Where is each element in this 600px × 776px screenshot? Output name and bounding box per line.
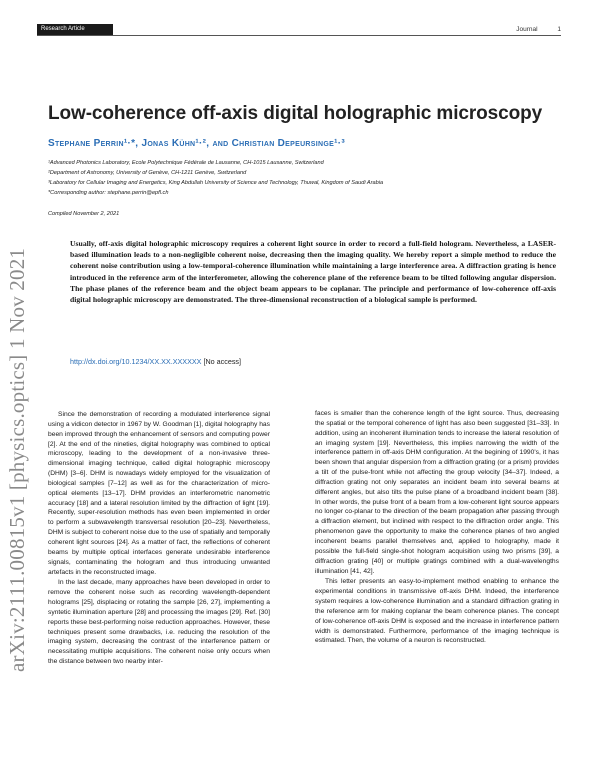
body-paragraph: In the last decade, many approaches have been developed in order to remove the coherent noise such as recording wavelength-dependent holograms [25], displacing or rotating the sample [26, 27], implementing a syntetic illumination aperture [28] and processing the images [29]. Ref. [30] reports these best-performing noise reduction approaches. However, these techniques present some drawbacks, i.e. reducing the resolution of the imaging system, decreasing the contrast of the interference pattern or necessitating multiple acquisitions. The coherent noise only occurs when the distance between two nearby inter- bbox=[48, 579, 270, 666]
doi-link[interactable]: http://dx.doi.org/10.1234/XX.XX.XXXXXX bbox=[70, 357, 202, 366]
paper-title: Low-coherence off-axis digital holographic microscopy bbox=[48, 103, 543, 124]
affiliation-3: ³Laboratory for Cellular Imaging and Energetics, King Abdullah University of Science and Technology, Thuwal, Kingdom of Saudi Arabia bbox=[48, 180, 384, 186]
body-paragraph: Since the demonstration of recording a modulated interference signal using a vidicon detector in 1967 by W. Goodman [1], digital holography has been improved through the enhancement of sensors and computing power [2]. At the end of the nineties, digital holography was combined to optical microscopy, leading to the development of a non-invasive three-dimensional imaging technique, called digital holographic microscopy (DHM) [3–6]. DHM is nowadays widely employed for the visualization of biological samples [7–12] as well as for the characterization of micro-optical elements [13–17]. DHM provides an interferometric nanometric accuracy [18] and a lateral resolution limited by the diffraction of light [19]. Recently, super-resolution methods has even been implemented in order to perform a subwavelength transversal resolution [20–23]. Nevertheless, DHM is subject to coherent noise due to the use of spatially and temporally coherent light sources [24]. As a matter of fact, the reflections of coherent beams by multiple optical interfaces generate undesirable interference signals, contaminating the hologram and thus introducing unwanted artefacts in the reconstructed image. bbox=[48, 411, 270, 576]
affiliation-2: ²Department of Astronomy, University of Genève, CH-1211 Genève, Switzerland bbox=[48, 170, 247, 176]
header-right bbox=[516, 24, 561, 35]
abstract: Usually, off-axis digital holographic microscopy requires a coherent light source in order to record a full-field hologram. Nevertheless, a LASER-based illumination leads to a non-negligible coherent noise, decreasing then the imaging quality. We hereby report a simple method to reduce the coherent noise contribution using a low-temporal-coherence illumination while maintaining a large interference area. A diffraction grating is hence introduced in the reference arm of the interferometer, allowing the coherence plane of the reference beam to be tilted following angular dispersion. The phase planes of the reference beam and the object beam appears to be coplanar. The principle and performance of low-coherence off-axis digital holographic microscopy are demonstrated. The three-dimensional reconstruction of a biological sample is performed. bbox=[70, 239, 556, 305]
author-list: Stephane Perrin¹·*, Jonas Kühn¹·², and Christian Depeursinge¹·³ bbox=[48, 138, 345, 149]
corresponding-author: *Corresponding author: stephane.perrin@epfl.ch bbox=[48, 190, 169, 196]
page-number: 1 bbox=[557, 26, 561, 33]
body-column-left bbox=[48, 410, 270, 667]
body-column-right bbox=[315, 409, 559, 646]
compiled-date: Compiled November 2, 2021 bbox=[48, 211, 120, 217]
page-header bbox=[37, 24, 561, 35]
journal-name: Journal bbox=[516, 26, 538, 33]
body-paragraph: faces is smaller than the coherence length of the light source. Thus, decreasing the spatial or the temporal coherence of light has also been suggested [31–33]. In addition, using an incoherent illumination tends to increase the lateral resolution of an imaging system [19]. Nevertheless, this implies narrowing the width of the interference pattern in off-axis DHM configuration. At the begining of 1990's, it has been shown that angular dispersion from a diffraction grating (or a prism) provides a tilt of the pulse-front while not affecting the group velocity [34–37]. Indeed, a diffraction grating not only separates an incident beam into several beams at different angles, but also tilts the pulse plane of a broadband incident beam [38]. In other words, the pulse front of a beam from a low-coherent light source appears no longer co-planar to the direction of the beam propagation after passing through a diffraction element, but inclined with respect to the diffraction order angle. This phenomenon gave the opportunity to make the coherence planes of two angled incoherent beams parallel themselves and, applied to holography, made it possible the full-field single-shot hologram acquisition using two prisms [39], a diffraction grating [40] or multiple gratings combined with a dual-wavelengths illumination [41, 42]. bbox=[315, 410, 559, 575]
header-rule bbox=[37, 35, 561, 36]
affiliations bbox=[48, 158, 568, 198]
doi-line bbox=[70, 357, 241, 366]
article-type-label: Research Article bbox=[37, 24, 113, 35]
affiliation-1: ¹Advanced Photonics Laboratory, Ecole Polytechnique Fédérale de Lausanne, CH-1015 Lausanne, Switzerland bbox=[48, 160, 324, 166]
body-paragraph: This letter presents an easy-to-implement method enabling to enhance the experimental conditions in transmissive off-axis DHM. Indeed, the interference system requires a low-coherence illumination and a standard diffraction grating in the reference arm for making coplanar the beam coherence planes. The concept of low-coherence off-axis DHM is exposed and the increase in interference pattern width is demonstrated. Furthermore, performance of the imaging technique is estimated. Then, the volume of a neuron is reconstructed. bbox=[315, 578, 559, 645]
access-note: [No access] bbox=[203, 357, 242, 366]
arxiv-stamp: arXiv:2111.00815v1 [physics.optics] 1 Nov 2021 bbox=[5, 247, 29, 672]
